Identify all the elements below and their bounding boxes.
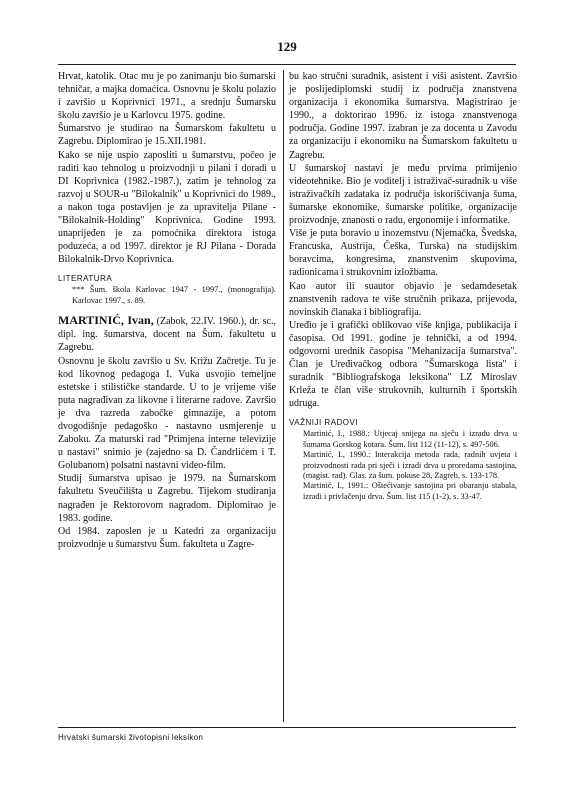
literature-list <box>58 285 276 306</box>
literature-item: *** Šum. škola Karlovac 1947 - 1997., (monografija). Karlovac 1997., s. 89. <box>72 285 276 305</box>
header-rule <box>58 64 516 65</box>
body-paragraph: Hrvat, katolik. Otac mu je po zanimanju bio šumarski tehničar, a majka domaćica. Osnovnu je školu polazio i završio u Koprivnici 1971., a srednju Šumarsku školu završio je u Karlovcu 1975. godine. <box>58 71 276 122</box>
footer-rule <box>58 727 516 728</box>
body-paragraph: Od 1984. zaposlen je u Katedri za organizaciju proizvodnje u šumarstvu Šum. fakulteta u Zagre- <box>58 525 276 550</box>
works-list <box>289 429 517 502</box>
body-paragraph: Studij šumarstva upisao je 1979. na Šumarskom fakultetu Sveučilišta u Zagrebu. Tijekom studiranja nagrađen je Rektorovom nagradom. Diplomirao je 1983. godine. <box>58 473 276 524</box>
body-paragraph: Kao autor ili suautor objavio je sedamdesetak znanstvenih radova te više stručnih prikaza, prijevoda, novinskih članaka i bibliografija. <box>289 280 517 318</box>
works-heading: VAŽNIJI RADOVI <box>289 418 359 428</box>
body-paragraph: Više je puta boravio u inozemstvu (Njemačka, Švedska, Francuska, Austrija, Češka, Turska) na studijskim boravcima, kongresima, znanstvenim skupovima, radionicama i strukovnim izložbama. <box>289 228 517 279</box>
page-number: 129 <box>277 39 297 54</box>
work-item: Martinić, I., 1991.: Oštećivanje sastojina pri obaranju stabala, izradi i privlačenju drva. Šum. list 115 (1-2), s. 33-47. <box>303 481 517 501</box>
footer-title: Hrvatski šumarski životopisni leksikon <box>58 733 204 742</box>
entry-intro: (Zabok, 22.IV. 1960.), dr. sc., dipl. ing. šumarstva, docent na Šum. fakultetu u Zagrebu. <box>58 316 276 354</box>
left-column <box>58 70 276 551</box>
column-divider <box>283 70 284 722</box>
entry-header <box>58 314 276 354</box>
work-item: Martinić, I., 1988.: Utjecaj snijega na sječu i izradu drva u šumama Gorskog kotara. Šum. list 112 (11-12), s. 497-506. <box>303 429 517 449</box>
work-item: Martinić, I., 1990.: Interakcija metoda rada, radnih uvjeta i proizvodnosti rada pri sječi i izradi drva u proredama sastojina, (magist. rad). Glas. za šum. pokuse 28, Zagreb, s. 133-178. <box>303 450 517 481</box>
right-column <box>289 70 517 502</box>
body-paragraph: Osnovnu je školu završio u Sv. Križu Začretje. Tu je kod likovnog pedagoga I. Vuka usvojio temeljne estetske i stilističke standarde. U to je vrijeme više puta nagrađivan za likovne i literarne radove. Završio je dva razreda zabočke gimnazije, a potom dvogodišnje pedagoško - nastavno usmjerenje u Zaboku. Za maturski rad "Primjena interne televizije u nastavi" snimio je (zajedno sa D. Čandrlićem i T. Golubanom) polsatni nastavni video-film. <box>58 355 276 472</box>
body-paragraph: U šumarskoj nastavi je među prvima primijenio videotehnike. Bio je voditelj i istraživač-suradnik u više istraživačkih zadataka iz područja iskorišćivanja šuma, šumarske ekonomike, šumarske politike, organizacije proizvodnje, znanosti o radu, ergonomije i informatike. <box>289 162 517 227</box>
body-paragraph: Kako se nije uspio zaposliti u šumarstvu, počeo je raditi kao tehnolog u proizvodnji u pilani i doradi u DI Koprivnica (1982.-1987.), zatim je tehnolog za razvoj u SOUR-u "Bilokalnik" u Koprivnici do 1989., a nakon toga postavljen je za upravitelja Pilane - "Bilokalnik-Holding" Koprivnica. Godine 1993. unaprijeđen je za pomoćnika direktora istoga poduzeća, a od 1997. direktor je RJ Pilana - Dorada Bilokalnik-Drvo Koprivnica. <box>58 149 276 266</box>
body-paragraph: Šumarstvo je studirao na Šumarskom fakultetu u Zagrebu. Diplomirao je 15.XII.1981. <box>58 123 276 148</box>
entry-name: MARTINIĆ, Ivan, <box>58 313 154 328</box>
body-paragraph: Uređio je i grafički oblikovao više knjiga, publikacija i časopisa. Od 1991. godine je tehnički, a od 1994. odgovorni urednik časopisa "Mehanizacija šumarstva". Član je Uređivačkog odbora "Šumarskoga lista" i suradnik "Bibliografskoga leksikona" LZ Miroslav Krleža te član više strukovnih, kulturnih i športskih udruga. <box>289 319 517 410</box>
body-paragraph: bu kao stručni suradnik, asistent i viši asistent. Završio je poslijediplomski studij iz područja znanstvena organizacija i ekonomika šumarstva. Magistrirao je 1990., a doktorirao 1996. iz istoga znanstvenoga područja. Godine 1997. izabran je za docenta u Zavodu za organizaciju i ekonomiku na Šumarskom fakultetu u Zagrebu. <box>289 71 517 161</box>
literature-heading: LITERATURA <box>58 274 113 284</box>
